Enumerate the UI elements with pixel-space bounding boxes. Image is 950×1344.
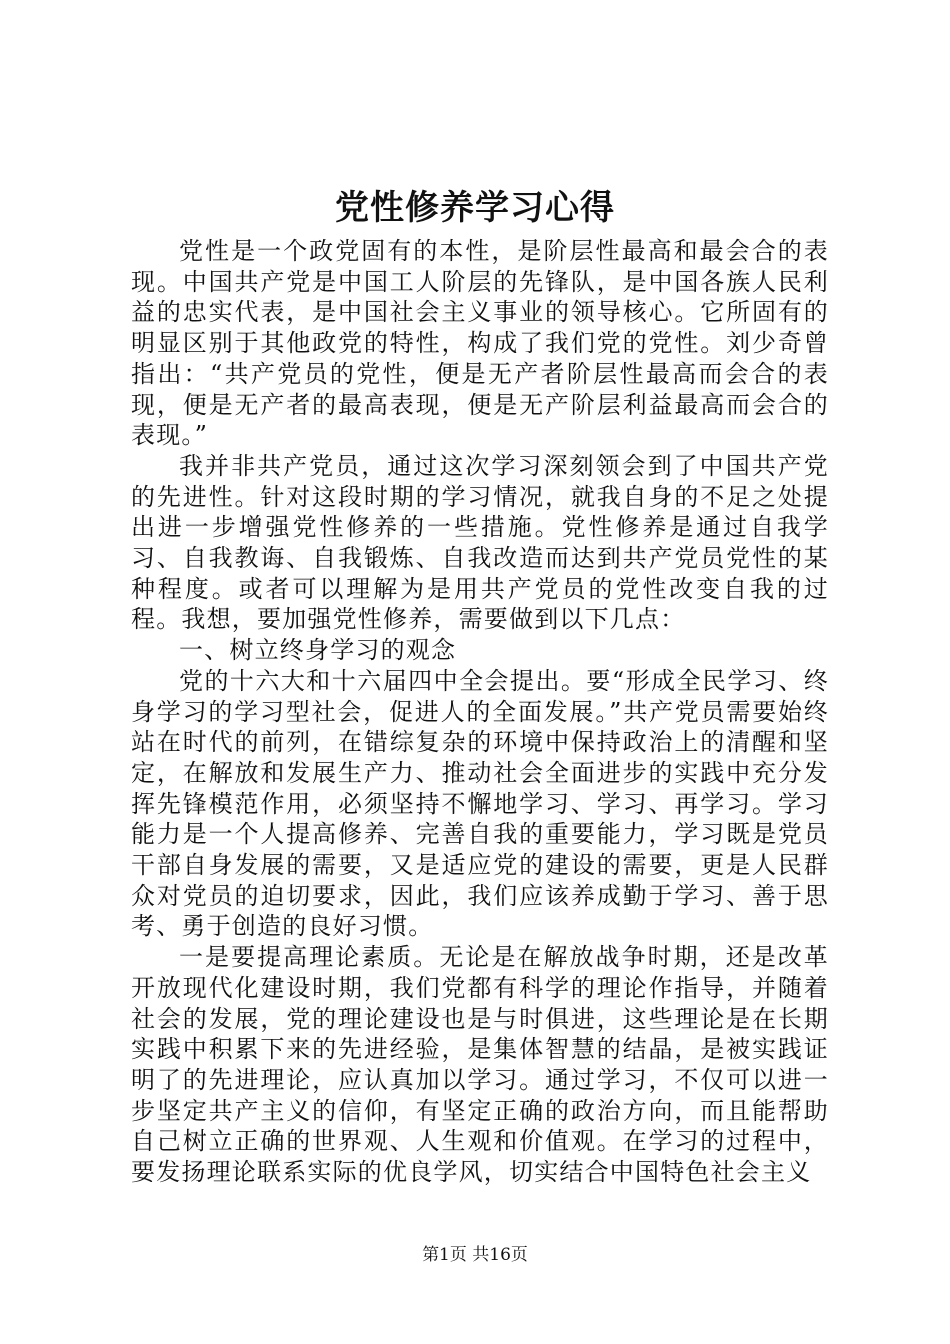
document-body [131,236,829,1188]
paragraph: 一是要提高理论素质。无论是在解放战争时期，还是改革开放现代化建设时期，我们党都有科学的理论作指导，并随着社会的发展，党的理论建设也是与时俱进，这些理论是在长期实践中积累下来的先进经验，是集体智慧的结晶，是被实践证明了的先进理论，应认真加以学习。通过学习，不仅可以进一步坚定共产主义的信仰，有坚定正确的政治方向，而且能帮助自己树立正确的世界观、人生观和价值观。在学习的过程中，要发扬理论联系实际的优良学风，切实结合中国特色社会主义 [131,943,829,1187]
page-number-footer: 第1页 共16页 [422,1245,528,1265]
paragraph: 党的十六大和十六届四中全会提出。要“形成全民学习、终身学习的学习型社会，促进人的全面发展。”共产党员需要始终站在时代的前列，在错综复杂的环境中保持政治上的清醒和坚定，在解放和发展生产力、推动社会全面进步的实践中充分发挥先锋模范作用，必须坚持不懈地学习、学习、再学习。学习能力是一个人提高修养、完善自我的重要能力，学习既是党员干部自身发展的需要，又是适应党的建设的需要，更是人民群众对党员的迫切要求，因此，我们应该养成勤于学习、善于思考、勇于创造的良好习惯。 [131,666,829,941]
document-title: 党性修养学习心得 [335,188,615,228]
section-heading: 一、树立终身学习的观念 [179,636,457,665]
paragraph: 我并非共产党员，通过这次学习深刻领会到了中国共产党的先进性。针对这段时期的学习情况，就我自身的不足之处提出进一步增强党性修养的一些措施。党性修养是通过自我学习、自我教诲、自我锻炼、自我改造而达到共产党员党性的某种程度。或者可以理解为是用共产党员的党性改变自我的过程。我想，要加强党性修养，需要做到以下几点： [131,451,829,634]
paragraph: 党性是一个政党固有的本性，是阶层性最高和最会合的表现。中国共产党是中国工人阶层的先锋队，是中国各族人民利益的忠实代表，是中国社会主义事业的领导核心。它所固有的明显区别于其他政党的特性，构成了我们党的党性。刘少奇曾指出：“共产党员的党性，便是无产者阶层性最高而会合的表现，便是无产者的最高表现，便是无产阶层利益最高而会合的表现。” [131,237,829,450]
